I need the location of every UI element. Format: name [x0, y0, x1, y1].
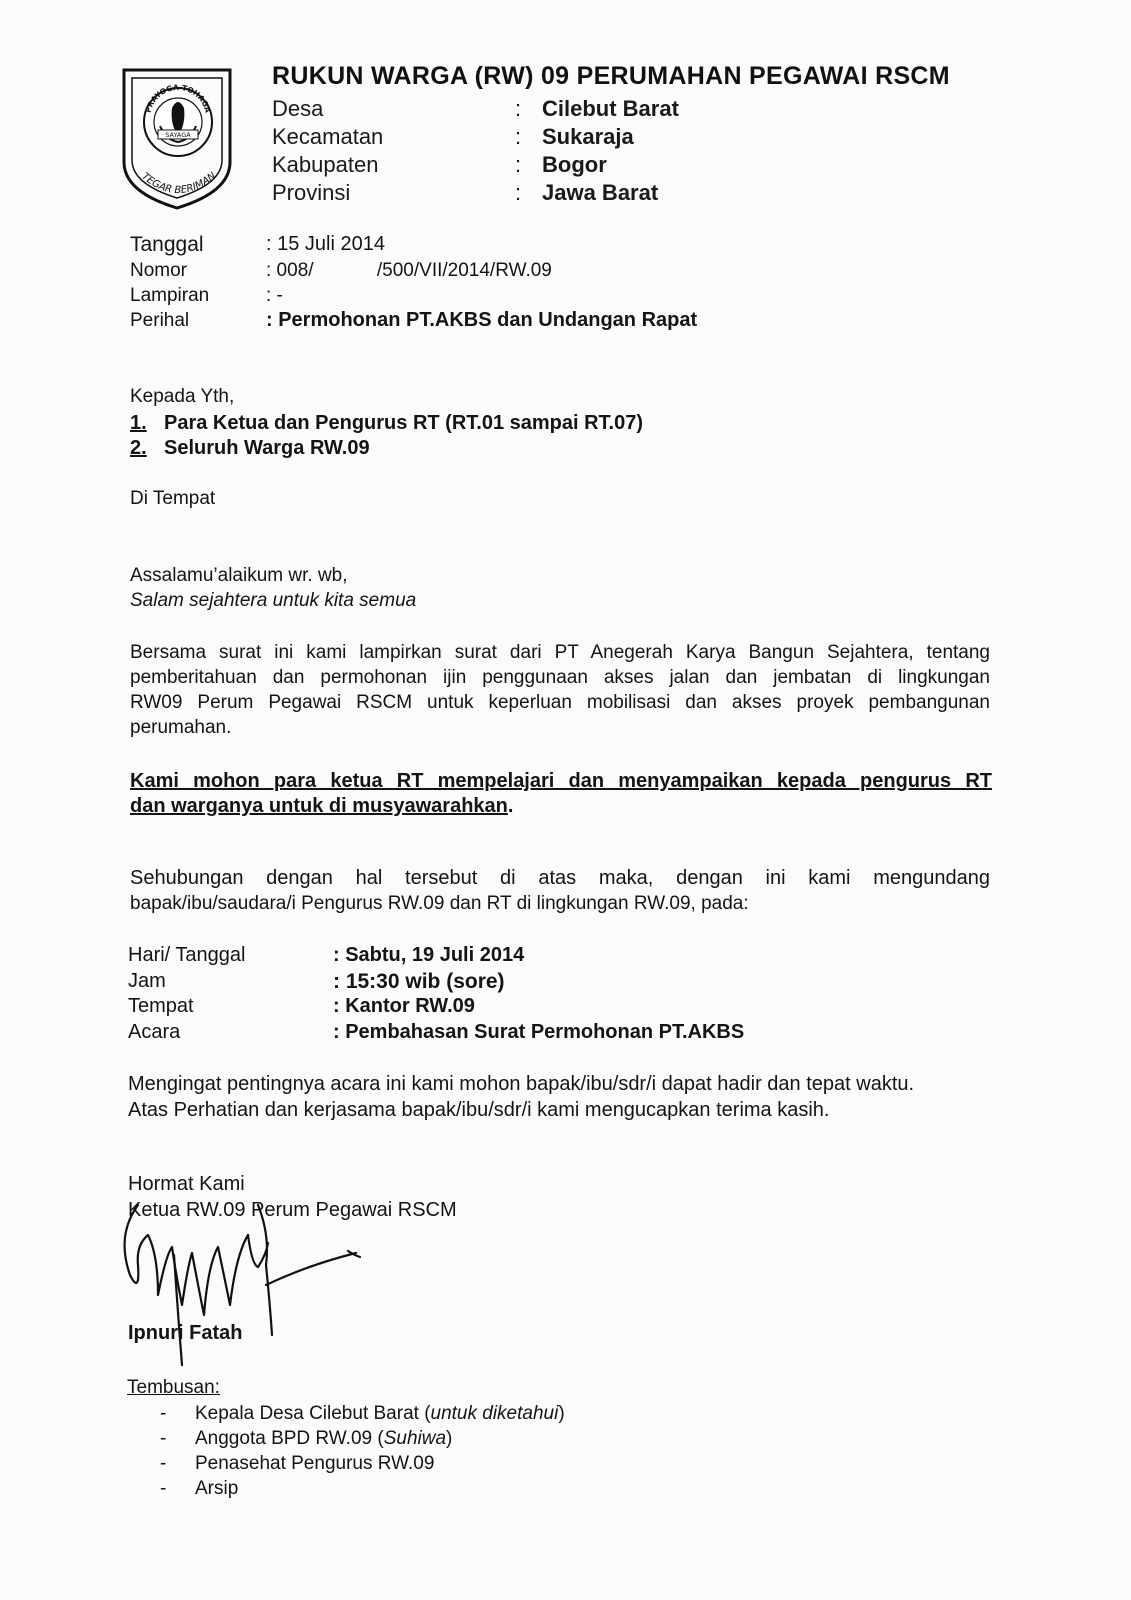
organization-title: RUKUN WARGA (RW) 09 PERUMAHAN PEGAWAI RSCM — [272, 62, 950, 90]
event-value-date: : Sabtu, 19 Juli 2014 — [333, 944, 525, 966]
cc-item-1-end: ) — [558, 1403, 565, 1424]
recipient-place: Di Tempat — [130, 488, 216, 509]
cc-item-1 — [195, 1403, 565, 1425]
recipient-item-1: Para Ketua dan Pengurus RT (RT.01 sampai RT.07) — [164, 412, 644, 434]
cc-dash: - — [160, 1403, 167, 1424]
paragraph-2-line-2: bapak/ibu/saudara/i Pengurus RW.09 dan RT di lingkungan RW.09, pada: — [130, 893, 749, 914]
cc-title: Tembusan: — [127, 1377, 220, 1398]
regency-emblem-icon — [120, 66, 234, 212]
notice-line-2-text: dan warganya untuk di musyawarahkan — [130, 795, 508, 817]
paragraph-1-line-3: RW09 Perum Pegawai RSCM untuk keperluan mobilisasi dan akses proyek pembangunan — [130, 692, 990, 713]
meta-value-tanggal: : 15 Juli 2014 — [266, 233, 385, 255]
signatory-name: Ipnuri Fatah — [128, 1322, 243, 1344]
meta-value-nomor: : 008/ /500/VII/2014/RW.09 — [266, 260, 552, 281]
cc-item-2-italic: Suhiwa — [383, 1428, 447, 1449]
signature-line-1: Hormat Kami — [128, 1173, 245, 1195]
cc-item-2-text: Anggota BPD RW.09 ( — [195, 1428, 384, 1449]
greeting-line-1: Assalamu’alaikum wr. wb, — [130, 565, 348, 586]
meta-label-perihal: Perihal — [130, 310, 190, 331]
address-label-desa: Desa — [272, 96, 324, 121]
closing-line-2: Atas Perhatian dan kerjasama bapak/ibu/sdr/i kami mengucapkan terima kasih. — [128, 1099, 830, 1121]
cc-item-4: Arsip — [195, 1478, 239, 1499]
cc-item-1-text: Kepala Desa Cilebut Barat ( — [195, 1403, 431, 1424]
meta-label-tanggal: Tanggal — [130, 233, 204, 256]
event-label-time: Jam — [128, 970, 166, 992]
address-value-desa: Cilebut Barat — [542, 96, 679, 121]
closing-line-1: Mengingat pentingnya acara ini kami mohon bapak/ibu/sdr/i dapat hadir dan tepat waktu. — [128, 1073, 915, 1095]
notice-line-2 — [130, 795, 513, 818]
event-value-agenda: : Pembahasan Surat Permohonan PT.AKBS — [333, 1021, 745, 1043]
svg-text:TEGAR BERIMAN: TEGAR BERIMAN — [139, 170, 219, 197]
meta-value-lampiran: : - — [266, 285, 283, 306]
address-label-kecamatan: Kecamatan — [272, 124, 384, 149]
address-colon: : — [515, 96, 522, 121]
address-value-kabupaten: Bogor — [542, 152, 607, 177]
meta-label-lampiran: Lampiran — [130, 285, 210, 306]
event-value-time: : 15:30 wib (sore) — [333, 970, 505, 993]
notice-line-1: Kami mohon para ketua RT mempelajari dan menyampaikan kepada pengurus RT — [130, 770, 992, 792]
cc-dash: - — [160, 1428, 167, 1449]
recipient-number-2: 2. — [130, 437, 147, 459]
cc-item-3: Penasehat Pengurus RW.09 — [195, 1453, 435, 1474]
event-label-agenda: Acara — [128, 1021, 181, 1043]
greeting-line-2: Salam sejahtera untuk kita semua — [130, 590, 417, 611]
svg-text:PRAYOGA TOHAGA: PRAYOGA TOHAGA — [143, 82, 213, 114]
paragraph-1-line-2: pemberitahuan dan permohonan ijin penggunaan akses jalan dan jembatan di lingkungan — [130, 667, 990, 688]
paragraph-1-line-4: perumahan. — [130, 717, 232, 738]
meta-label-nomor: Nomor — [130, 260, 188, 281]
address-value-kecamatan: Sukaraja — [542, 124, 634, 149]
signature-line-2: Ketua RW.09 Perum Pegawai RSCM — [128, 1199, 457, 1221]
address-colon: : — [515, 152, 522, 177]
cc-dash: - — [160, 1478, 167, 1499]
paragraph-1-line-1: Bersama surat ini kami lampirkan surat dari PT Anegerah Karya Bangun Sejahtera, tentang — [130, 642, 990, 663]
paragraph-2-line-1: Sehubungan dengan hal tersebut di atas maka, dengan ini kami mengundang — [130, 867, 990, 889]
meta-value-perihal: : Permohonan PT.AKBS dan Undangan Rapat — [266, 309, 698, 331]
recipient-salutation: Kepada Yth, — [130, 386, 235, 407]
cc-dash: - — [160, 1453, 167, 1474]
event-value-place: : Kantor RW.09 — [333, 995, 475, 1017]
address-colon: : — [515, 124, 522, 149]
recipient-item-2: Seluruh Warga RW.09 — [164, 437, 370, 459]
event-label-date: Hari/ Tanggal — [128, 944, 246, 966]
cc-item-1-italic: untuk diketahui — [430, 1403, 559, 1424]
cc-item-2-end: ) — [446, 1428, 453, 1449]
cc-item-2 — [195, 1428, 452, 1450]
address-colon: : — [515, 180, 522, 205]
address-value-provinsi: Jawa Barat — [542, 180, 659, 205]
address-label-kabupaten: Kabupaten — [272, 152, 379, 177]
notice-period: . — [507, 795, 514, 817]
event-label-place: Tempat — [128, 995, 194, 1017]
svg-text:SAYAGA: SAYAGA — [165, 131, 191, 139]
address-label-provinsi: Provinsi — [272, 180, 351, 205]
recipient-number-1: 1. — [130, 412, 147, 434]
handwritten-signature-icon — [108, 1195, 368, 1370]
